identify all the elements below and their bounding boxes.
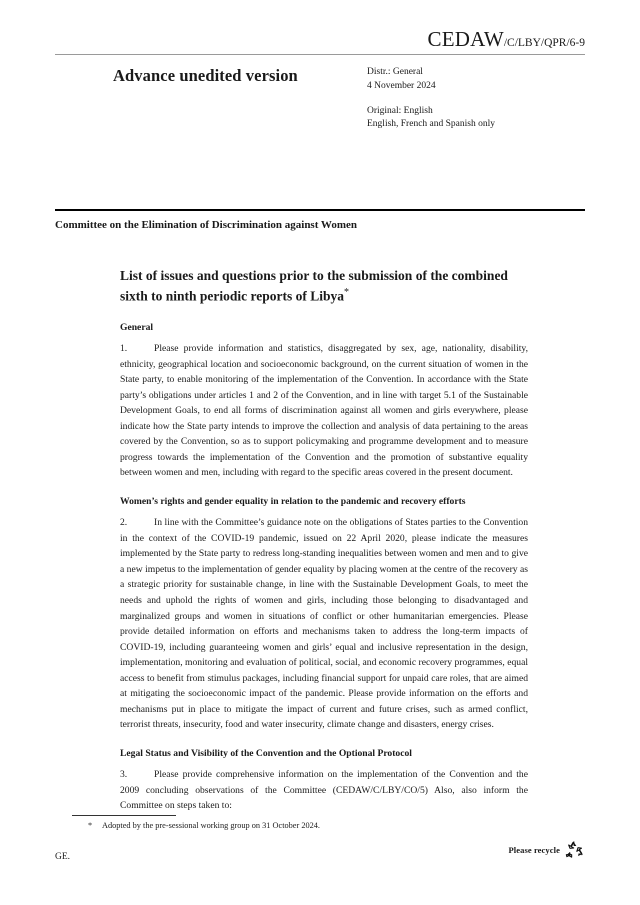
section-heading-pandemic: Women’s rights and gender equality in relation to the pandemic and recovery efforts (120, 495, 466, 507)
original-language: Original: English (367, 105, 433, 116)
recycle-notice (508, 840, 585, 860)
distribution-type: Distr.: General (367, 67, 423, 78)
distribution-block (355, 66, 585, 132)
paragraph-1-number: 1. (120, 343, 128, 355)
document-symbol-main: CEDAW (427, 27, 504, 51)
paragraph-1 (120, 341, 528, 481)
document-symbol-suffix: /C/LBY/QPR/6-9 (503, 37, 585, 49)
footnote-divider (72, 815, 176, 816)
committee-name: Committee on the Elimination of Discrimination against Women (55, 219, 357, 231)
paragraph-2-text: In line with the Committee’s guidance note on the obligations of States parties to the Convention in the context of the COVID-19 pandemic, issued on 22 April 2020, please indicate the measures implemented by the State party to redress long-standing inequalities between women and men and to give a new impetus to the implementation of gender equality by placing women at the centre of the recovery as a strategic priority for sustainable change, in line with the Sustainable Development Goals, to meet the needs and uphold the rights of women and girls, including those belonging to disadvantaged and marginalized groups and women in situations of conflict or other humanitarian emergencies. Please provide detailed information on efforts and mechanisms taken to address the long-term impacts of COVID-19, including guaranteeing women and girls’ equal and inclusive representation in the design, implementation, monitoring and evaluation of political, social, and economic recovery programmes, equal access to benefit from stimulus packages, including financial support for unpaid care roles, that are aimed at mitigating the socioeconomic impact of the pandemic. Please provide information on the efforts and mechanisms put in place to mitigate the impact of current and future crises, such as armed conflict, terrorist threats, insecurity, food and water insecurity, climate change and disasters, energy crises. (120, 517, 528, 731)
section-heading-general: General (120, 321, 154, 333)
paragraph-2-number: 2. (120, 517, 128, 529)
footnote (88, 820, 528, 832)
document-symbol (55, 28, 585, 51)
page-title-text: List of issues and questions prior to the submission of the combined sixth to ninth periodic reports of Libya (120, 268, 508, 304)
distribution-spacer (367, 94, 585, 105)
available-languages: English, French and Spanish only (367, 119, 495, 130)
paragraph-2 (120, 515, 528, 732)
recycle-icon (563, 840, 585, 860)
advance-unedited-version-label: Advance unedited version (113, 66, 298, 86)
title-footnote-marker: * (344, 286, 350, 298)
footnote-marker: * (88, 821, 93, 830)
ge-mark: GE. (55, 852, 71, 862)
paragraph-3 (120, 767, 528, 814)
recycle-label: Please recycle (508, 845, 560, 855)
document-body (120, 266, 528, 828)
masthead-row (55, 66, 585, 132)
paragraph-3-text: Please provide comprehensive information on the implementation of the Convention and the 2009 concluding observations of the Committee (CEDAW/C/LBY/CO/5) Also, also inform the Committee on steps taken to: (120, 769, 528, 812)
committee-divider (55, 209, 585, 211)
paragraph-1-text: Please provide information and statistics, disaggregated by sex, age, nationality, disability, ethnicity, geographical location and socioeconomic background, on the current situation of women in the State party, to enable monitoring of the implementation of the Convention. In accordance with the State party’s obligations under articles 1 and 2 of the Convention, and in line with target 5.1 of the Sustainable Development Goals, to end all forms of discrimination against all women and girls everywhere, please indicate how the State party intends to improve the collection and analysis of data pertaining to the areas covered by the Convention, so as to support policymaking and programme development and to measure progress towards the implementation of the Convention and the promotion of substantive equality between women and men, including with regard to the specific areas covered in the present document. (120, 343, 528, 479)
distribution-date: 4 November 2024 (367, 80, 436, 91)
footnote-text: Adopted by the pre-sessional working group on 31 October 2024. (102, 821, 320, 830)
section-heading-legal-status: Legal Status and Visibility of the Convention and the Optional Protocol (120, 747, 412, 759)
paragraph-3-number: 3. (120, 769, 128, 781)
masthead (55, 28, 585, 132)
masthead-divider (55, 54, 585, 55)
page-title (120, 266, 528, 306)
